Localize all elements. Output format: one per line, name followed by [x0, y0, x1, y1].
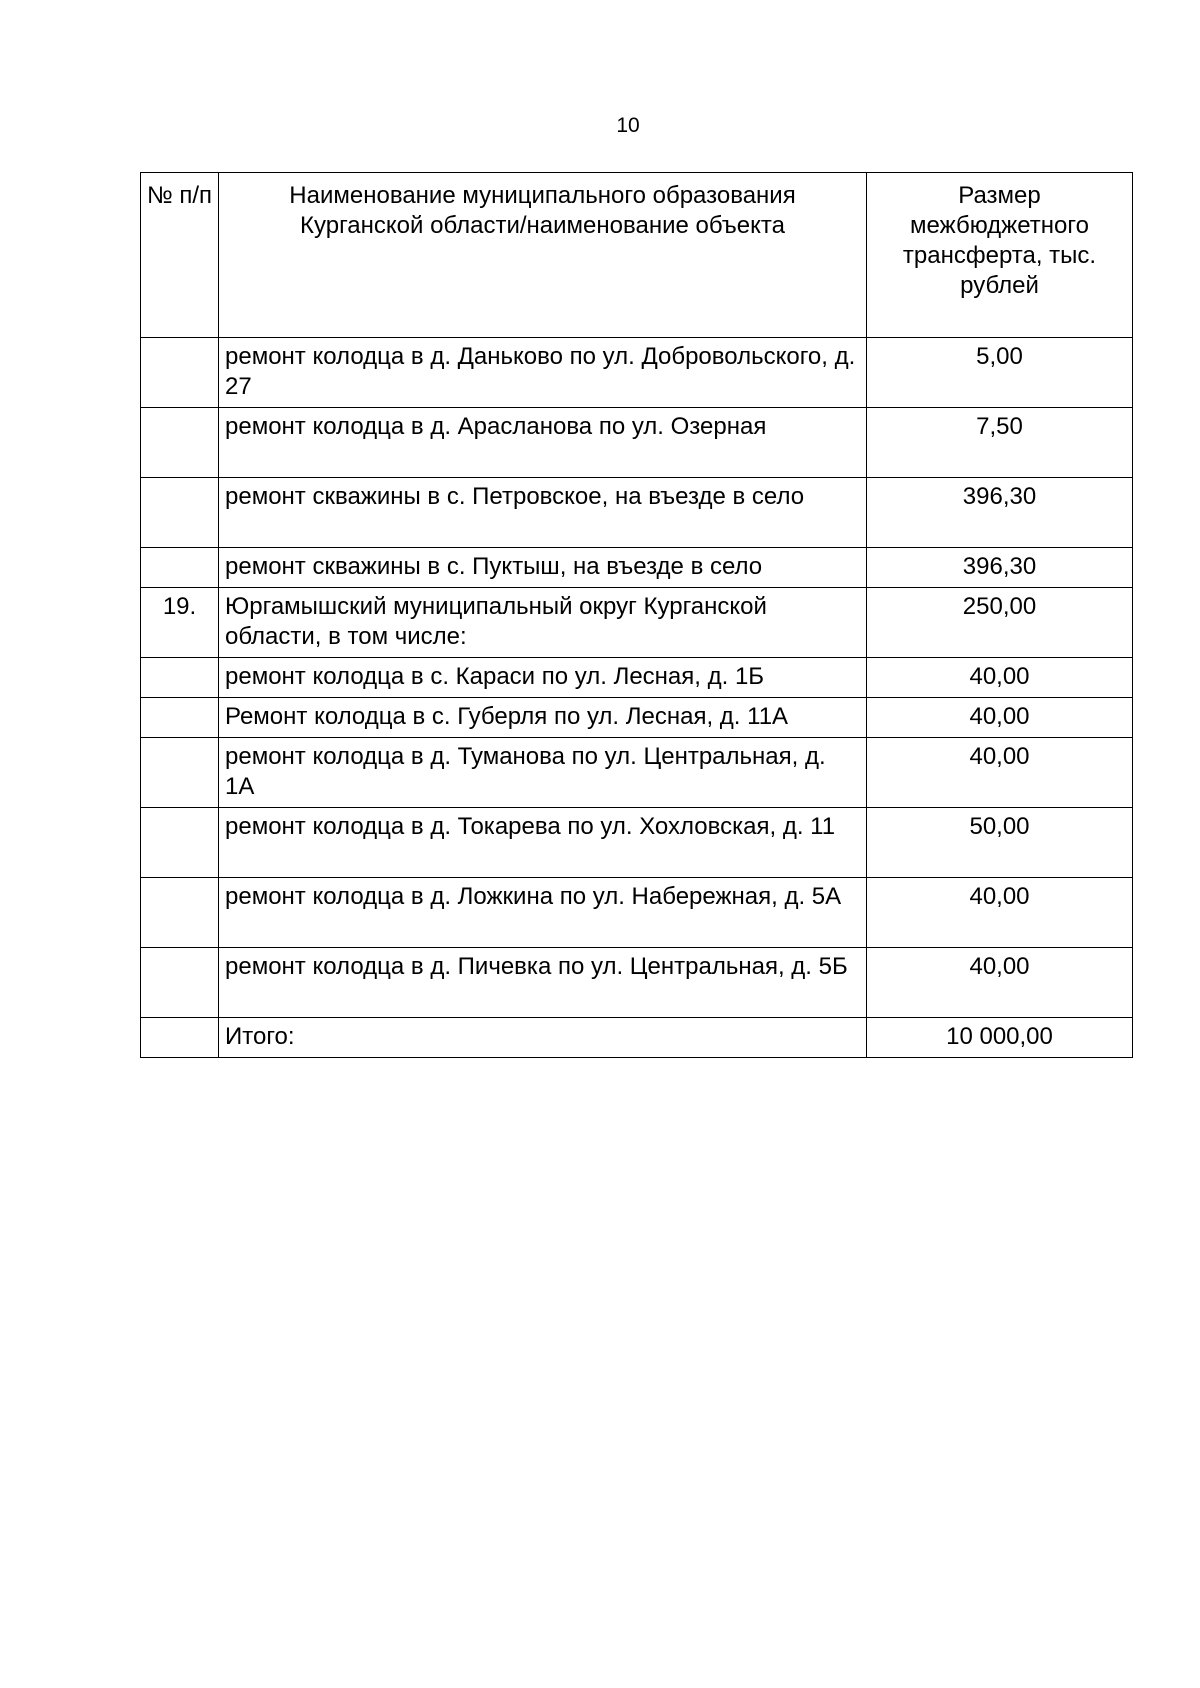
row-name: ремонт колодца в д. Пичевка по ул. Центральная, д. 5Б — [219, 948, 867, 1018]
table-row — [141, 338, 1133, 408]
row-number — [141, 698, 219, 738]
table-row — [141, 658, 1133, 698]
row-amount: 50,00 — [867, 808, 1133, 878]
row-number — [141, 948, 219, 1018]
row-number — [141, 878, 219, 948]
row-amount: 40,00 — [867, 878, 1133, 948]
row-amount: 40,00 — [867, 738, 1133, 808]
row-number — [141, 408, 219, 478]
row-amount: 40,00 — [867, 948, 1133, 1018]
table-row — [141, 948, 1133, 1018]
table-row — [141, 548, 1133, 588]
table-row — [141, 408, 1133, 478]
table-row — [141, 878, 1133, 948]
row-name: ремонт колодца в с. Караси по ул. Лесная, д. 1Б — [219, 658, 867, 698]
header-number: № п/п — [141, 173, 219, 338]
table-row-total — [141, 1018, 1133, 1058]
total-amount: 10 000,00 — [867, 1018, 1133, 1058]
row-amount: 396,30 — [867, 548, 1133, 588]
row-name: ремонт колодца в д. Туманова по ул. Центральная, д. 1А — [219, 738, 867, 808]
total-label: Итого: — [219, 1018, 867, 1058]
header-name: Наименование муниципального образования Курганской области/наименование объекта — [219, 173, 867, 338]
table-row — [141, 698, 1133, 738]
table-row — [141, 478, 1133, 548]
row-amount: 396,30 — [867, 478, 1133, 548]
transfer-table — [140, 172, 1133, 1058]
row-number — [141, 658, 219, 698]
table-row — [141, 738, 1133, 808]
row-name: ремонт скважины в с. Пуктыш, на въезде в село — [219, 548, 867, 588]
row-name: ремонт колодца в д. Токарева по ул. Хохловская, д. 11 — [219, 808, 867, 878]
row-number — [141, 1018, 219, 1058]
row-amount: 7,50 — [867, 408, 1133, 478]
table-row-municipality — [141, 588, 1133, 658]
table-row — [141, 808, 1133, 878]
table-header-row — [141, 173, 1133, 338]
row-number — [141, 548, 219, 588]
row-number — [141, 738, 219, 808]
row-number — [141, 478, 219, 548]
header-amount: Размер межбюджетного трансферта, тыс. рублей — [867, 173, 1133, 338]
row-name: ремонт колодца в д. Арасланова по ул. Озерная — [219, 408, 867, 478]
row-name: Юргамышский муниципальный округ Курганской области, в том числе: — [219, 588, 867, 658]
row-number — [141, 338, 219, 408]
row-name: Ремонт колодца в с. Губерля по ул. Лесная, д. 11А — [219, 698, 867, 738]
row-name: ремонт колодца в д. Даньково по ул. Добровольского, д. 27 — [219, 338, 867, 408]
row-amount: 40,00 — [867, 698, 1133, 738]
page-number: 10 — [616, 114, 640, 137]
row-amount: 250,00 — [867, 588, 1133, 658]
row-name: ремонт колодца в д. Ложкина по ул. Набережная, д. 5А — [219, 878, 867, 948]
row-number — [141, 808, 219, 878]
row-amount: 40,00 — [867, 658, 1133, 698]
row-number: 19. — [141, 588, 219, 658]
row-name: ремонт скважины в с. Петровское, на въезде в село — [219, 478, 867, 548]
row-amount: 5,00 — [867, 338, 1133, 408]
